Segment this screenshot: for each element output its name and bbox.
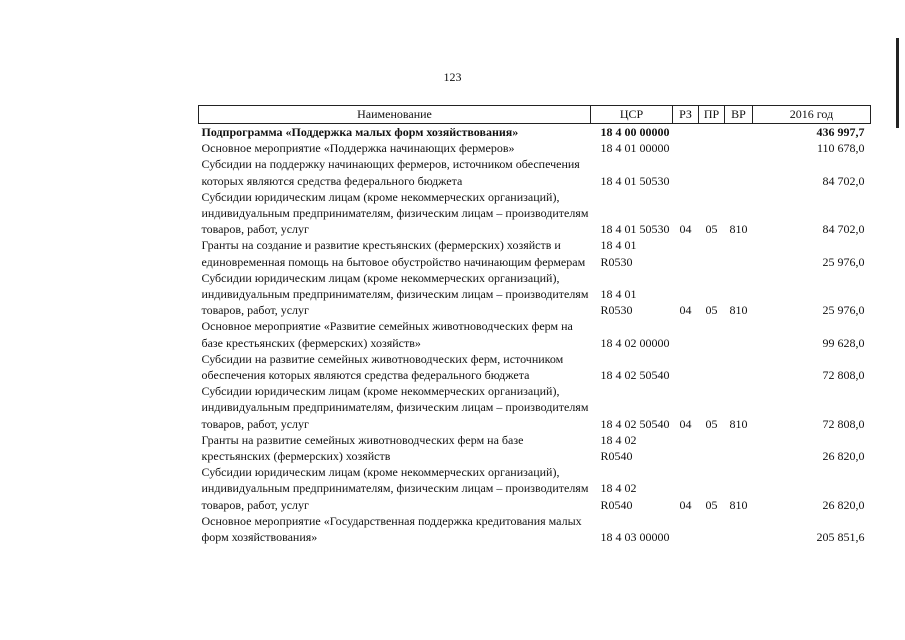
table-row xyxy=(199,270,871,319)
row-pr xyxy=(699,318,725,350)
row-sum: 72 808,0 xyxy=(822,368,865,383)
row-csr: 18 4 02 50540 xyxy=(600,416,670,431)
row-csr: 18 4 01 50530 xyxy=(600,222,670,237)
row-csr: 18 4 00 00000 xyxy=(600,125,670,139)
row-sum: 25 976,0 xyxy=(822,254,865,269)
row-csr: 18 4 02 50540 xyxy=(600,368,670,383)
row-rz xyxy=(673,318,699,350)
row-csr: 18 4 01 R0530 xyxy=(600,238,637,269)
budget-table xyxy=(198,105,871,545)
row-name: Основное мероприятие «Государственная поддержка кредитования малых форм хозяйствования» xyxy=(201,513,582,545)
header-csr: ЦСР xyxy=(591,106,673,124)
row-csr: 18 4 01 50530 xyxy=(600,173,670,188)
row-rz: 04 xyxy=(679,303,692,318)
header-year: 2016 год xyxy=(753,106,871,124)
row-pr: 05 xyxy=(705,303,718,318)
row-vr: 810 xyxy=(729,222,748,237)
row-name: Гранты на развитие семейных животноводческих ферм на базе крестьянских (фермерских) хозяйств xyxy=(201,432,524,464)
row-vr xyxy=(725,140,753,156)
table-row xyxy=(199,156,871,188)
row-rz xyxy=(673,140,699,156)
table-row xyxy=(199,124,871,141)
row-rz xyxy=(673,351,699,383)
table-row xyxy=(199,513,871,545)
row-name: Субсидии юридическим лицам (кроме некоммерческих организаций), индивидуальным предпринимателям, физическим лицам – производителям товаров, работ, услуг xyxy=(201,384,589,431)
table-row xyxy=(199,432,871,464)
table-row xyxy=(199,383,871,432)
row-csr: 18 4 02 R0540 xyxy=(600,432,637,464)
row-vr xyxy=(725,237,753,269)
table-row xyxy=(199,237,871,269)
table-row xyxy=(199,140,871,156)
table-row xyxy=(199,464,871,513)
row-rz: 04 xyxy=(679,222,692,237)
row-pr xyxy=(699,124,725,141)
header-vr: ВР xyxy=(725,106,753,124)
row-sum: 25 976,0 xyxy=(822,303,865,318)
row-pr xyxy=(699,351,725,383)
row-pr xyxy=(699,513,725,545)
row-name: Субсидии юридическим лицам (кроме некоммерческих организаций), индивидуальным предпринимателям, физическим лицам – производителям товаров, работ, услуг xyxy=(201,270,589,318)
row-vr xyxy=(725,432,753,464)
row-rz xyxy=(673,156,699,188)
row-rz xyxy=(673,124,699,141)
table-header xyxy=(199,106,871,124)
row-sum: 99 628,0 xyxy=(822,335,865,350)
header-name: Наименование xyxy=(199,106,591,124)
row-vr xyxy=(725,318,753,350)
row-vr xyxy=(725,124,753,141)
row-csr: 18 4 02 00000 xyxy=(600,335,670,350)
row-pr: 05 xyxy=(705,497,718,512)
page-number: 123 xyxy=(443,70,462,84)
row-sum: 110 678,0 xyxy=(816,141,865,156)
header-rz: РЗ xyxy=(673,106,699,124)
table-body xyxy=(199,124,871,546)
row-name: Субсидии юридическим лицам (кроме некоммерческих организаций), индивидуальным предпринимателям, физическим лицам – производителям товаров, работ, услуг xyxy=(201,465,589,512)
table-row xyxy=(199,318,871,350)
row-vr xyxy=(725,513,753,545)
row-csr: 18 4 01 00000 xyxy=(600,141,670,156)
row-name: Основное мероприятие «Развитие семейных животноводческих ферм на базе крестьянских (фермерских) хозяйств» xyxy=(201,319,573,350)
row-pr xyxy=(699,156,725,188)
row-sum: 26 820,0 xyxy=(822,497,865,512)
row-name: Основное мероприятие «Поддержка начинающих фермеров» xyxy=(201,141,515,156)
row-sum: 72 808,0 xyxy=(822,416,865,431)
row-vr: 810 xyxy=(729,497,748,512)
table-row xyxy=(199,351,871,383)
row-rz: 04 xyxy=(679,497,692,512)
row-name: Гранты на создание и развитие крестьянских (фермерских) хозяйств и единовременная помощь на бытовое обустройство начинающим фермерам xyxy=(201,238,586,269)
row-name: Субсидии на развитие семейных животноводческих ферм, источником обеспечения которых являются средства федерального бюджета xyxy=(201,351,564,383)
row-sum: 26 820,0 xyxy=(822,449,865,464)
row-pr xyxy=(699,432,725,464)
row-rz: 04 xyxy=(679,416,692,431)
row-sum: 205 851,6 xyxy=(816,530,865,545)
row-pr: 05 xyxy=(705,416,718,431)
row-rz xyxy=(673,513,699,545)
scan-edge-line xyxy=(896,38,899,128)
row-sum: 84 702,0 xyxy=(822,222,865,237)
row-sum: 436 997,7 xyxy=(816,125,865,139)
header-pr: ПР xyxy=(699,106,725,124)
row-name: Подпрограмма «Поддержка малых форм хозяйствования» xyxy=(201,125,519,139)
row-pr xyxy=(699,237,725,269)
row-rz xyxy=(673,237,699,269)
row-pr xyxy=(699,140,725,156)
row-sum: 84 702,0 xyxy=(822,173,865,188)
row-vr xyxy=(725,156,753,188)
row-csr: 18 4 02 R0540 xyxy=(600,481,637,512)
row-csr: 18 4 01 R0530 xyxy=(600,287,637,318)
row-pr: 05 xyxy=(705,222,718,237)
row-rz xyxy=(673,432,699,464)
row-vr xyxy=(725,351,753,383)
row-name: Субсидии юридическим лицам (кроме некоммерческих организаций), индивидуальным предпринимателям, физическим лицам – производителям товаров, работ, услуг xyxy=(201,189,589,237)
header-row xyxy=(199,106,871,124)
row-vr: 810 xyxy=(729,416,748,431)
row-csr: 18 4 03 00000 xyxy=(600,530,670,545)
row-name: Субсидии на поддержку начинающих фермеров, источником обеспечения которых являются средства федерального бюджета xyxy=(201,157,580,188)
table-row xyxy=(199,189,871,238)
row-vr: 810 xyxy=(729,303,748,318)
